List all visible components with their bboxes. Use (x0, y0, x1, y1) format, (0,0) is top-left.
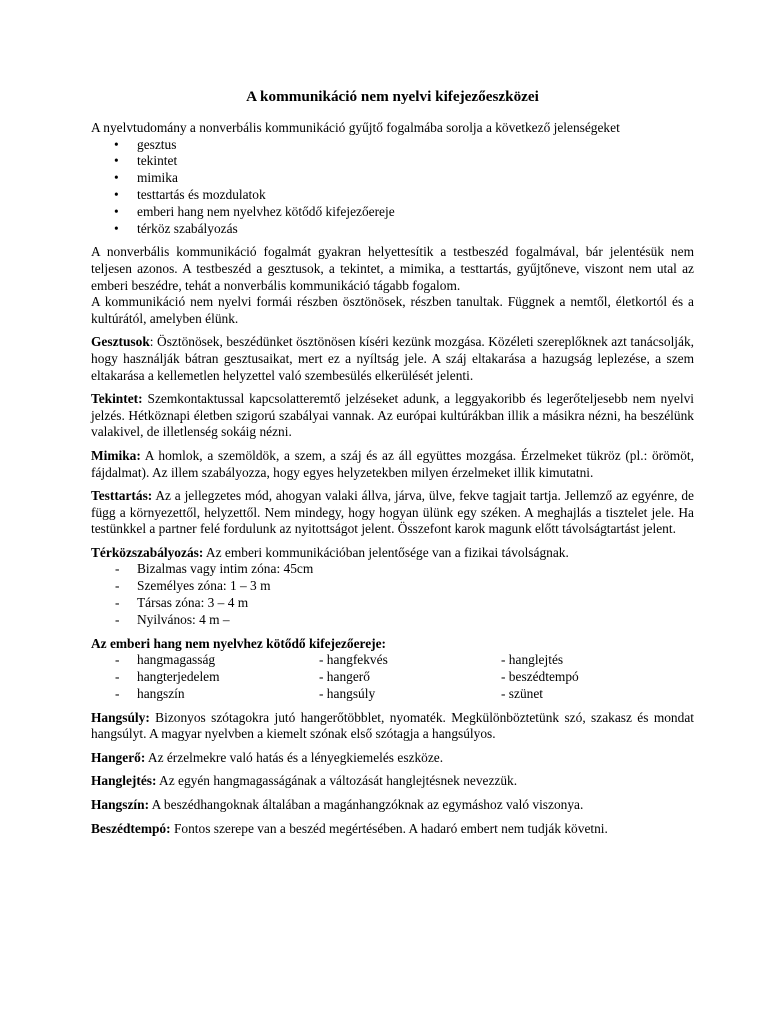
timbre-paragraph: Hangszín: A beszédhangoknak általában a magánhangzóknak az egymáshoz való viszonya. (91, 797, 584, 813)
proxemics-term: Térközszabályozás: (91, 544, 204, 560)
intro-paragraph: A nyelvtudomány a nonverbális kommunikáció gyűjtő fogalmába sorolja a következő jelenségeket (91, 120, 620, 135)
page-title: A kommunikáció nem nyelvi kifejezőeszközei (246, 88, 539, 105)
proxemics-paragraph: Térközszabályozás: Az emberi kommunikációban jelentősége van a fizikai távolságnak. (91, 544, 569, 560)
gesture-paragraph: Gesztusok: Ösztönösek, beszédünket ösztönösen kíséri kezünk mozgása. Közéleti szereplőknek azt tanácsolják, hogy használják bátran gesztusaikat, mert ez a nyíltság jele. A száj eltakarása a hazugság leplezése, a szem eltakarása a kellemetlen helyzettel való szembesülés elkerülését jelenti. (91, 334, 694, 383)
bullet-icon: • (114, 203, 119, 219)
posture-paragraph: Testtartás: Az a jellegzetes mód, ahogyan valaki állva, járva, ülve, fekve tagjait tartja. Jellemző az egyénre, de függ a környezettől, helyzettől. Nem mindegy, hogy hogyan ülünk egy széken. A meghajlás a tisztelet jele. Ha testünkkel a partner felé fordulunk az nyitottságot jelent. Összefont karok magunk előtt távolságtartást jelent. (91, 488, 694, 537)
list-item: - Nyilvános: 4 m – (115, 611, 230, 627)
list-item: • térköz szabályozás (114, 220, 238, 236)
document-body (91, 88, 694, 844)
bullet-icon: • (114, 153, 119, 169)
voice-heading: Az emberi hang nem nyelvhez kötődő kifejezőereje: (91, 635, 387, 651)
dash-marker: - (115, 561, 120, 577)
bullet-list (91, 137, 694, 238)
list-item: - Társas zóna: 3 – 4 m (115, 595, 249, 611)
list-item: - hangterjedelem - hangerő - beszédtempó (115, 669, 579, 685)
gaze-term: Tekintet: (91, 391, 143, 407)
posture-term: Testtartás: (91, 488, 153, 504)
stress-term: Hangsúly: (91, 709, 150, 725)
dash-marker: - (115, 669, 120, 685)
gaze-paragraph: Tekintet: Szemkontaktussal kapcsolatteremtő jelzéseket adunk, a leggyakoribb és legerőteljesebb nem nyelvi jelzés. Hétköznapi életben szigorú szabályai vannak. Az európai kultúrákban illik a másikra nézni, ha beszélünk valakivel, de illetlenség sokáig nézni. (91, 391, 694, 440)
bullet-icon: • (114, 220, 119, 236)
zone-list (91, 561, 694, 628)
dash-marker: - (115, 685, 120, 701)
list-item: • mimika (114, 170, 178, 186)
gesture-term: Gesztusok (91, 334, 150, 350)
forms-paragraph: A kommunikáció nem nyelvi formái részben ösztönösek, részben tanultak. Függnek a nemtől, életkortól és a kultúrától, amelyben élünk. (91, 294, 694, 326)
list-item: • testtartás és mozdulatok (114, 186, 266, 202)
list-item: • tekintet (114, 153, 178, 169)
bullet-icon: • (114, 170, 119, 186)
voice-feature-list (91, 652, 694, 702)
dash-marker: - (115, 578, 120, 594)
mimicry-term: Mimika: (91, 447, 141, 463)
dash-marker: - (115, 652, 120, 668)
bullet-icon: • (114, 136, 119, 152)
tempo-term: Beszédtempó: (91, 820, 171, 836)
list-item: • gesztus (114, 136, 177, 152)
volume-paragraph: Hangerő: Az érzelmekre való hatás és a lényegkiemelés eszköze. (91, 749, 444, 765)
list-item: - hangmagasság - hangfekvés - hanglejtés (115, 652, 564, 668)
stress-paragraph: Hangsúly: Bizonyos szótagokra jutó hangerőtöbblet, nyomaték. Megkülönböztetünk szó, szakasz és mondat hangsúlyt. A magyar nyelvben a kiemelt szónak első szótagja a hangsúlyos. (91, 709, 694, 742)
dash-marker: - (115, 595, 120, 611)
bullet-icon: • (114, 186, 119, 202)
list-item: - hangszín - hangsúly - szünet (115, 685, 544, 701)
list-item: - Személyes zóna: 1 – 3 m (115, 578, 271, 594)
nonverbal-paragraph: A nonverbális kommunikáció fogalmát gyakran helyettesítik a testbeszéd fogalmával, bár jelentésük nem teljesen azonos. A testbeszéd a gesztusok, a tekintet, a mimika, a testtartás, gyűjtőneve, viszont nem utal az emberi beszédre, tehát a nonverbális kommunikáció tágabb fogalom. (91, 244, 694, 293)
timbre-term: Hangszín: (91, 797, 150, 813)
intonation-term: Hanglejtés: (91, 773, 157, 789)
tempo-paragraph: Beszédtempó: Fontos szerepe van a beszéd megértésében. A hadaró embert nem tudják követni. (91, 820, 608, 836)
mimicry-paragraph: Mimika: A homlok, a szemöldök, a szem, a száj és az áll együttes mozgása. Érzelmeket tükröz (pl.: örömöt, fájdalmat). Az illem szabályozza, hogy egyes helyzetekben milyen érzelmeket illik kimutatni. (91, 447, 694, 480)
dash-marker: - (115, 611, 120, 627)
volume-term: Hangerő: (91, 749, 146, 765)
intonation-paragraph: Hanglejtés: Az egyén hangmagasságának a változását hanglejtésnek nevezzük. (91, 773, 518, 789)
list-item: • emberi hang nem nyelvhez kötődő kifejezőereje (114, 203, 395, 219)
list-item: - Bizalmas vagy intim zóna: 45cm (115, 561, 314, 577)
